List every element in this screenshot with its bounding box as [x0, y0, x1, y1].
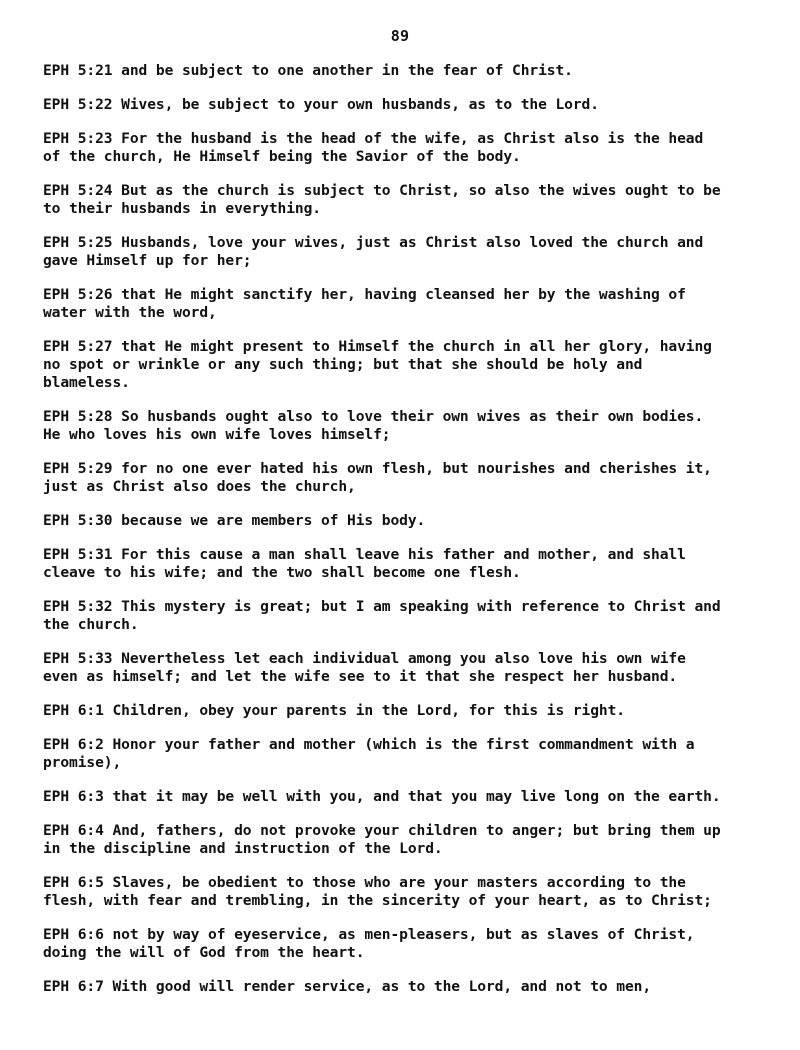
verse-line: even as himself; and let the wife see to it that she respect her husband.	[43, 668, 678, 685]
verse-line: EPH 6:2 Honor your father and mother (which is the first commandment with a	[43, 736, 695, 753]
verse-paragraph	[43, 338, 763, 392]
verse-paragraph	[43, 788, 763, 806]
verse-line: just as Christ also does the church,	[43, 478, 356, 495]
verse-line: no spot or wrinkle or any such thing; but that she should be holy and	[43, 356, 643, 373]
verse-paragraph	[43, 598, 763, 634]
verse-paragraph	[43, 234, 763, 270]
verse-line: EPH 5:21 and be subject to one another in the fear of Christ.	[43, 62, 573, 79]
verse-line: EPH 5:33 Nevertheless let each individual among you also love his own wife	[43, 650, 686, 667]
verse-paragraph	[43, 822, 763, 858]
verse-paragraph	[43, 408, 763, 444]
verse-paragraph	[43, 546, 763, 582]
verse-paragraph	[43, 62, 763, 80]
verse-line: in the discipline and instruction of the Lord.	[43, 840, 443, 857]
verse-line: EPH 5:24 But as the church is subject to Christ, so also the wives ought to be	[43, 182, 721, 199]
verse-line: EPH 5:28 So husbands ought also to love their own wives as their own bodies.	[43, 408, 704, 425]
verse-line: EPH 5:22 Wives, be subject to your own husbands, as to the Lord.	[43, 96, 599, 113]
verse-line: EPH 5:26 that He might sanctify her, having cleansed her by the washing of	[43, 286, 686, 303]
verse-line: He who loves his own wife loves himself;	[43, 426, 391, 443]
verse-line: gave Himself up for her;	[43, 252, 252, 269]
verse-list	[43, 62, 763, 1012]
verse-line: EPH 6:6 not by way of eyeservice, as men-pleasers, but as slaves of Christ,	[43, 926, 695, 943]
verse-paragraph	[43, 460, 763, 496]
verse-paragraph	[43, 736, 763, 772]
verse-line: cleave to his wife; and the two shall become one flesh.	[43, 564, 521, 581]
verse-line: blameless.	[43, 374, 130, 391]
verse-line: to their husbands in everything.	[43, 200, 321, 217]
verse-paragraph	[43, 874, 763, 910]
verse-paragraph	[43, 702, 763, 720]
verse-paragraph	[43, 286, 763, 322]
verse-line: EPH 6:1 Children, obey your parents in the Lord, for this is right.	[43, 702, 625, 719]
verse-paragraph	[43, 650, 763, 686]
verse-paragraph	[43, 182, 763, 218]
verse-line: EPH 5:23 For the husband is the head of the wife, as Christ also is the head	[43, 130, 704, 147]
verse-line: promise),	[43, 754, 122, 771]
verse-line: EPH 6:7 With good will render service, as to the Lord, and not to men,	[43, 978, 652, 995]
verse-paragraph	[43, 96, 763, 114]
verse-line: flesh, with fear and trembling, in the sincerity of your heart, as to Christ;	[43, 892, 712, 909]
verse-line: doing the will of God from the heart.	[43, 944, 365, 961]
verse-paragraph	[43, 512, 763, 530]
verse-line: the church.	[43, 616, 139, 633]
verse-line: EPH 6:4 And, fathers, do not provoke your children to anger; but bring them up	[43, 822, 721, 839]
verse-line: of the church, He Himself being the Savior of the body.	[43, 148, 521, 165]
verse-line: EPH 6:3 that it may be well with you, and that you may live long on the earth.	[43, 788, 721, 805]
verse-paragraph	[43, 978, 763, 996]
verse-line: water with the word,	[43, 304, 217, 321]
verse-line: EPH 5:32 This mystery is great; but I am speaking with reference to Christ and	[43, 598, 721, 615]
verse-line: EPH 5:27 that He might present to Himself the church in all her glory, having	[43, 338, 712, 355]
verse-paragraph	[43, 130, 763, 166]
verse-paragraph	[43, 926, 763, 962]
page-number: 89	[390, 27, 410, 45]
verse-line: EPH 6:5 Slaves, be obedient to those who are your masters according to the	[43, 874, 686, 891]
verse-line: EPH 5:31 For this cause a man shall leave his father and mother, and shall	[43, 546, 686, 563]
verse-line: EPH 5:25 Husbands, love your wives, just as Christ also loved the church and	[43, 234, 704, 251]
verse-line: EPH 5:30 because we are members of His body.	[43, 512, 426, 529]
verse-line: EPH 5:29 for no one ever hated his own flesh, but nourishes and cherishes it,	[43, 460, 712, 477]
